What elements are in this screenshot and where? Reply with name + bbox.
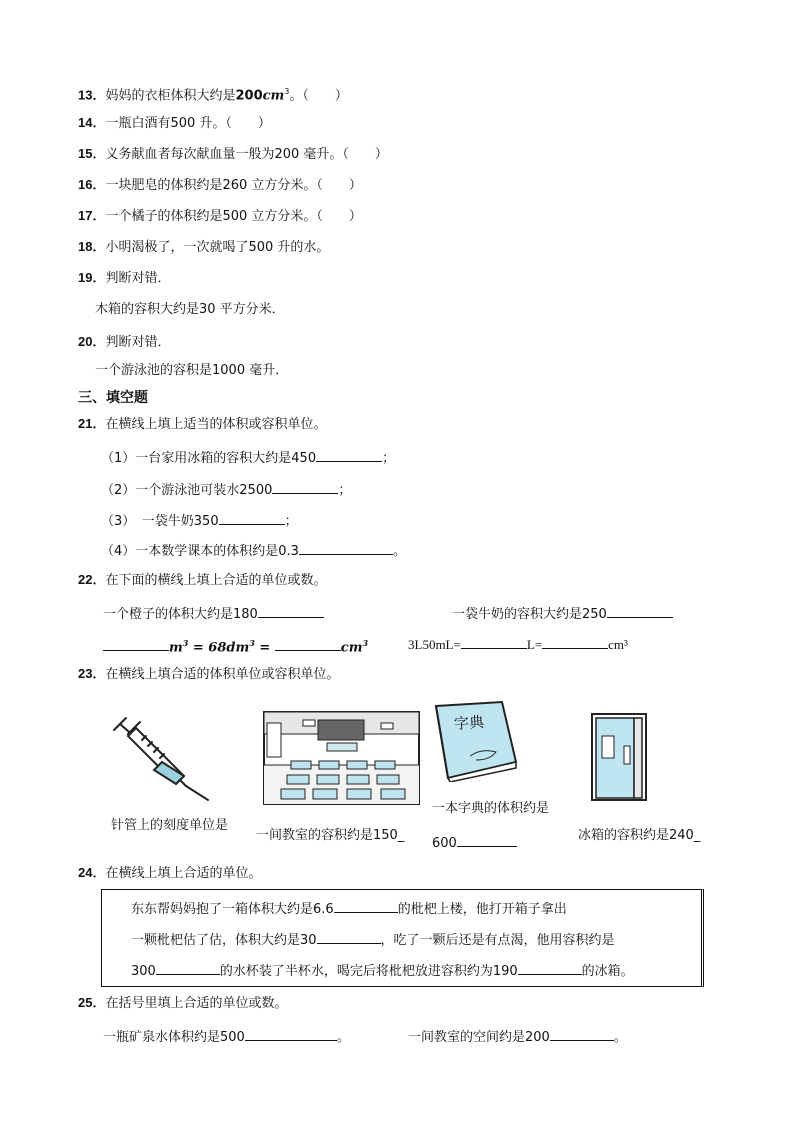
story-line-2 <box>131 929 615 950</box>
story-text: 的水杯装了半杯水，喝完后将枇杷放进容积约为190 <box>219 964 518 979</box>
question-text: 在下面的横线上填上合适的单位或数。 <box>105 573 327 588</box>
question-text: 义务献血者每次献血量一般为200 毫升。（ ） <box>105 147 388 162</box>
answer-blank[interactable] <box>457 832 517 847</box>
question-number: 22． <box>78 572 106 587</box>
item-end: ； <box>338 483 352 498</box>
question-19-statement: 木箱的容积大约是30 平方分米． <box>95 302 285 317</box>
q21-item <box>101 479 351 500</box>
answer-blank[interactable] <box>103 636 169 651</box>
question-text: 在横线上填合适的体积单位或容积单位。 <box>105 667 340 682</box>
story-line-3 <box>131 960 634 981</box>
dictionary-caption: 一本字典的体积约是 <box>432 801 550 816</box>
item-end: ； <box>382 451 396 466</box>
question-15 <box>78 145 388 164</box>
story-line-1 <box>131 898 567 919</box>
question-19 <box>78 269 170 288</box>
unit-dm: dm <box>226 640 250 656</box>
q21-item <box>101 447 395 468</box>
item-text: （4）一本数学课本的体积约是0.3 <box>101 544 299 559</box>
question-13 <box>78 83 348 105</box>
answer-blank[interactable] <box>461 634 527 649</box>
story-text: 一颗枇杷估了估，体积大约是30 <box>131 933 317 948</box>
item-text: L= <box>526 637 543 652</box>
answer-blank[interactable] <box>607 603 673 618</box>
classroom-caption: 一间教室的容积约是150_ <box>256 828 405 843</box>
item-text: （3） 一袋牛奶350 <box>101 514 219 529</box>
item-text: 一袋牛奶的容积大约是250 <box>452 607 607 622</box>
question-number: 16． <box>78 177 106 192</box>
story-text: ，吃了一颗后还是有点渴，他用容积约是 <box>380 933 615 948</box>
exponent: 3 <box>362 638 369 648</box>
question-number: 13． <box>78 87 106 103</box>
q21-item <box>101 510 298 531</box>
item-text: 一个橙子的体积大约是180 <box>103 607 258 622</box>
question-16 <box>78 176 362 195</box>
question-number: 14． <box>78 115 106 130</box>
section-title: 三、填空题 <box>78 390 148 406</box>
question-text: 在括号里填上合适的单位或数。 <box>105 996 288 1011</box>
answer-blank[interactable] <box>258 603 324 618</box>
question-number: 20． <box>78 334 106 349</box>
answer-blank[interactable] <box>316 447 382 462</box>
question-tail: 。（ ） <box>289 88 348 104</box>
item-text: （1）一台家用冰箱的容积大约是450 <box>101 451 317 466</box>
question-20 <box>78 333 170 352</box>
question-number: 17． <box>78 208 106 223</box>
question-23 <box>78 665 339 684</box>
item-text: cm³ <box>608 637 628 652</box>
question-number: 25． <box>78 995 106 1010</box>
answer-blank[interactable] <box>275 636 341 651</box>
answer-blank[interactable] <box>272 479 338 494</box>
answer-blank[interactable] <box>299 540 393 555</box>
exponent: 3 <box>284 87 290 96</box>
q22-orange <box>103 603 324 624</box>
syringe-image <box>108 712 218 804</box>
question-number: 23． <box>78 666 106 681</box>
q22-milk <box>452 603 673 624</box>
answer-blank[interactable] <box>334 898 398 913</box>
equals-68: = 68 <box>188 640 227 656</box>
story-text: 的冰箱。 <box>581 964 634 979</box>
item-end: 。 <box>613 1030 627 1045</box>
question-number: 21． <box>78 416 106 431</box>
unit-m: m <box>169 640 183 656</box>
answer-blank[interactable] <box>550 1026 614 1041</box>
exponent: 3 <box>249 638 255 648</box>
question-number: 15． <box>78 146 106 161</box>
dictionary-image <box>432 700 520 782</box>
question-text: 判断对错． <box>105 335 171 350</box>
item-end: 。 <box>336 1030 350 1045</box>
exponent: 3 <box>182 638 189 648</box>
q21-item <box>101 540 406 561</box>
syringe-caption: 针管上的刻度单位是 <box>111 818 229 833</box>
answer-blank[interactable] <box>219 510 285 525</box>
question-text: 判断对错． <box>105 271 171 286</box>
item-text: （2）一个游泳池可装水2500 <box>101 483 273 498</box>
q22-liters <box>408 634 628 654</box>
unit: cm <box>262 88 285 104</box>
question-text: 一个橘子的体积约是500 立方分米。（ ） <box>105 209 362 224</box>
value: 200 <box>235 88 263 104</box>
classroom-image <box>263 711 420 805</box>
question-number: 19． <box>78 270 106 285</box>
question-21 <box>78 415 326 434</box>
story-text: 的枇杷上楼，他打开箱子拿出 <box>397 902 567 917</box>
refrigerator-image <box>582 712 662 804</box>
q22-conversion <box>103 634 368 657</box>
question-text: 在横线上填上合适的单位。 <box>105 866 262 881</box>
item-text: 一瓶矿泉水体积约是500 <box>103 1030 245 1045</box>
question-text: 妈妈的衣柜体积大约是 <box>105 88 236 104</box>
answer-blank[interactable] <box>156 960 220 975</box>
dictionary-caption-2 <box>432 832 517 853</box>
question-22 <box>78 571 326 590</box>
question-text: 一瓶白酒有500 升。（ ） <box>105 116 271 131</box>
refrigerator-caption: 冰箱的容积约是240_ <box>578 828 701 843</box>
q25-water <box>103 1026 350 1047</box>
question-text: 小明渴极了，一次就喝了500 升的水。 <box>105 240 330 255</box>
story-text: 东东帮妈妈抱了一箱体积大约是6.6 <box>131 902 334 917</box>
question-17 <box>78 207 362 226</box>
answer-blank[interactable] <box>542 634 608 649</box>
equals: = <box>254 640 275 656</box>
question-text: 一块肥皂的体积约是260 立方分米。（ ） <box>105 178 362 193</box>
answer-blank[interactable] <box>518 960 582 975</box>
item-end: 。 <box>392 544 406 559</box>
answer-blank[interactable] <box>245 1026 337 1041</box>
dictionary-value: 600 <box>432 836 457 851</box>
story-text: 300 <box>131 964 156 979</box>
answer-blank[interactable] <box>317 929 381 944</box>
question-number: 24． <box>78 865 106 880</box>
question-20-statement: 一个游泳池的容积是1000 毫升． <box>95 363 289 378</box>
question-24 <box>78 864 261 883</box>
q25-classroom <box>408 1026 627 1047</box>
unit-cm: cm <box>340 640 363 656</box>
question-18 <box>78 238 329 257</box>
item-end: ； <box>284 514 298 529</box>
item-text: 3L50mL= <box>408 637 461 652</box>
question-14 <box>78 114 271 133</box>
question-number: 18． <box>78 239 106 254</box>
question-text: 在横线上填上适当的体积或容积单位。 <box>105 417 327 432</box>
question-25 <box>78 994 287 1013</box>
item-text: 一间教室的空间约是200 <box>408 1030 550 1045</box>
dictionary-title: 字典 <box>453 712 485 734</box>
